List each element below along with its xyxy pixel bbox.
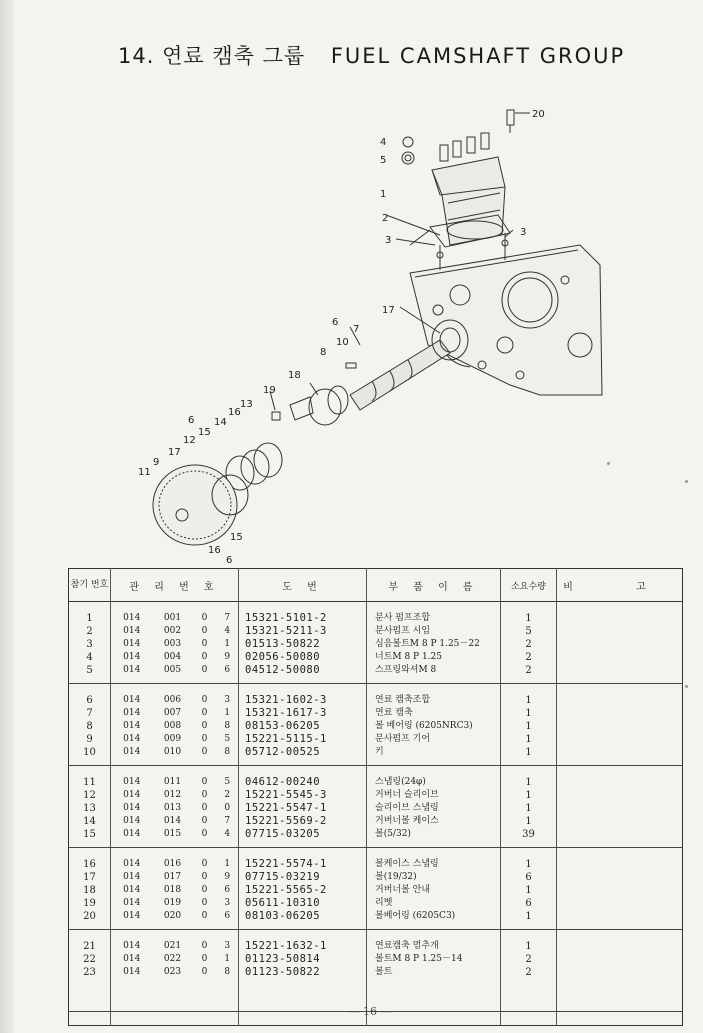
ref-no: 22	[69, 953, 111, 966]
mgmt-sub: 0	[201, 898, 208, 908]
drawing-no: 05611-10310	[239, 897, 367, 910]
mgmt-check: 7	[217, 815, 239, 828]
part-name: 키	[367, 746, 501, 759]
remarks	[557, 694, 683, 707]
mgmt-sub: 0	[201, 885, 208, 895]
table-row	[69, 664, 683, 677]
binder-edge	[0, 0, 14, 1033]
remarks	[557, 871, 683, 884]
mgmt-sub: 0	[201, 721, 208, 731]
remarks	[557, 612, 683, 625]
mgmt-sub: 0	[201, 708, 208, 718]
quantity: 5	[501, 625, 557, 638]
mgmt-sub: 0	[201, 639, 208, 649]
exploded-diagram	[110, 95, 610, 565]
mgmt-seq: 022	[163, 954, 182, 964]
mgmt-seq: 009	[163, 734, 182, 744]
mgmt-seq: 008	[163, 721, 182, 731]
remarks	[557, 638, 683, 651]
mgmt-seq: 005	[163, 665, 182, 675]
part-name: 볼(19/32)	[367, 871, 501, 884]
callout-6-mid: 6	[188, 415, 195, 426]
mgmt-seq: 017	[163, 872, 182, 882]
ref-no: 4	[69, 651, 111, 664]
table-row	[69, 910, 683, 923]
part-name: 볼케이스 스냅링	[367, 858, 501, 871]
mgmt-prefix: 014	[123, 859, 141, 869]
quantity: 1	[501, 858, 557, 871]
mgmt-sub: 0	[201, 872, 208, 882]
callout-9: 9	[153, 457, 160, 468]
remarks	[557, 664, 683, 677]
mgmt-seq: 003	[163, 639, 182, 649]
drawing-no: 07715-03205	[239, 828, 367, 841]
ref-no: 16	[69, 858, 111, 871]
table-row	[69, 612, 683, 625]
remarks	[557, 802, 683, 815]
mgmt-sub: 0	[201, 967, 208, 977]
mgmt-seq: 014	[163, 816, 182, 826]
mgmt-prefix: 014	[123, 747, 141, 757]
mgmt-prefix: 014	[123, 829, 141, 839]
mgmt-seq: 015	[163, 829, 182, 839]
table-row	[69, 694, 683, 707]
callout-3-left: 3	[385, 235, 392, 246]
quantity: 2	[501, 651, 557, 664]
mgmt-seq: 020	[163, 911, 182, 921]
part-name: 볼 베어링 (6205NRC3)	[367, 720, 501, 733]
mgmt-check: 7	[217, 612, 239, 625]
quantity: 1	[501, 815, 557, 828]
drawing-no: 04612-00240	[239, 776, 367, 789]
mgmt-check: 9	[217, 871, 239, 884]
mgmt-prefix: 014	[123, 790, 141, 800]
drawing-no: 08103-06205	[239, 910, 367, 923]
mgmt-prefix: 014	[123, 639, 141, 649]
mgmt-sub: 0	[201, 652, 208, 662]
table-row	[69, 871, 683, 884]
quantity: 39	[501, 828, 557, 841]
mgmt-prefix: 014	[123, 967, 141, 977]
mgmt-sub: 0	[201, 777, 208, 787]
drawing-no: 15221-5545-3	[239, 789, 367, 802]
remarks	[557, 953, 683, 966]
mgmt-prefix: 014	[123, 652, 141, 662]
ref-no: 23	[69, 966, 111, 979]
mgmt-prefix: 014	[123, 708, 141, 718]
mgmt-seq: 018	[163, 885, 182, 895]
callout-17: 17	[168, 447, 181, 458]
drawing-no: 01123-50814	[239, 953, 367, 966]
ref-no: 3	[69, 638, 111, 651]
callout-3-right: 3	[520, 227, 527, 238]
drawing-no: 15221-5565-2	[239, 884, 367, 897]
mgmt-prefix: 014	[123, 872, 141, 882]
drawing-no: 15321-5101-2	[239, 612, 367, 625]
mgmt-check: 3	[217, 694, 239, 707]
part-name: 연료 캠축조합	[367, 694, 501, 707]
callout-1: 1	[380, 189, 387, 200]
mgmt-prefix: 014	[123, 803, 141, 813]
table-row	[69, 625, 683, 638]
table-row	[69, 638, 683, 651]
table-row	[69, 802, 683, 815]
ref-no: 1	[69, 612, 111, 625]
part-name: 분사펌프 시임	[367, 625, 501, 638]
part-name: 거버너 슬리이브	[367, 789, 501, 802]
mgmt-seq: 006	[163, 695, 182, 705]
drawing-no: 15221-5115-1	[239, 733, 367, 746]
mgmt-prefix: 014	[123, 695, 141, 705]
table-row	[69, 651, 683, 664]
mgmt-check: 9	[217, 651, 239, 664]
table-row	[69, 720, 683, 733]
ref-no: 11	[69, 776, 111, 789]
mgmt-seq: 016	[163, 859, 182, 869]
table-row	[69, 828, 683, 841]
mgmt-prefix: 014	[123, 613, 141, 623]
header-ref-no: 참기 번호	[69, 569, 111, 602]
remarks	[557, 815, 683, 828]
table-row	[69, 858, 683, 871]
mgmt-seq: 013	[163, 803, 182, 813]
header-remarks: 비 고	[557, 569, 683, 602]
drawing-no: 08153-06205	[239, 720, 367, 733]
parts-table-body	[69, 602, 683, 1026]
header-part-name: 부 품 이 름	[367, 569, 501, 602]
quantity: 1	[501, 746, 557, 759]
part-name: 볼(5/32)	[367, 828, 501, 841]
mgmt-check: 5	[217, 733, 239, 746]
mgmt-check: 1	[217, 953, 239, 966]
mgmt-check: 4	[217, 828, 239, 841]
ref-no: 19	[69, 897, 111, 910]
ref-no: 18	[69, 884, 111, 897]
callout-23: 20	[532, 109, 545, 120]
remarks	[557, 966, 683, 979]
mgmt-prefix: 014	[123, 954, 141, 964]
part-name: 리벳	[367, 897, 501, 910]
mgmt-seq: 012	[163, 790, 182, 800]
mgmt-seq: 010	[163, 747, 182, 757]
callout-7: 7	[353, 324, 360, 335]
callout-6-bottom: 6	[226, 555, 233, 565]
table-row	[69, 776, 683, 789]
quantity: 2	[501, 966, 557, 979]
remarks	[557, 625, 683, 638]
table-row	[69, 897, 683, 910]
callout-12: 12	[183, 435, 196, 446]
part-name: 연료 캠축	[367, 707, 501, 720]
mgmt-prefix: 014	[123, 721, 141, 731]
mgmt-seq: 001	[163, 613, 182, 623]
ref-no: 6	[69, 694, 111, 707]
mgmt-prefix: 014	[123, 941, 141, 951]
drawing-no: 15321-1602-3	[239, 694, 367, 707]
table-row	[69, 789, 683, 802]
remarks	[557, 651, 683, 664]
mgmt-seq: 019	[163, 898, 182, 908]
ref-no: 10	[69, 746, 111, 759]
mgmt-seq: 007	[163, 708, 182, 718]
mgmt-sub: 0	[201, 941, 208, 951]
quantity: 6	[501, 871, 557, 884]
mgmt-seq: 021	[163, 941, 182, 951]
mgmt-sub: 0	[201, 829, 208, 839]
quantity: 2	[501, 953, 557, 966]
ref-no: 5	[69, 664, 111, 677]
part-name: 연료캠축 멈추개	[367, 940, 501, 953]
part-name: 분사 펌프조합	[367, 612, 501, 625]
remarks	[557, 720, 683, 733]
callout-19: 16	[208, 545, 221, 556]
ref-no: 17	[69, 871, 111, 884]
mgmt-check: 5	[217, 776, 239, 789]
callout-20: 17	[382, 305, 395, 316]
mgmt-prefix: 014	[123, 911, 141, 921]
quantity: 1	[501, 720, 557, 733]
quantity: 1	[501, 884, 557, 897]
mgmt-check: 3	[217, 940, 239, 953]
ref-no: 12	[69, 789, 111, 802]
header-quantity: 소요수량	[501, 569, 557, 602]
mgmt-check: 6	[217, 910, 239, 923]
page-title	[118, 40, 638, 70]
mgmt-prefix: 014	[123, 665, 141, 675]
callout-15: 15	[198, 427, 211, 438]
title-korean: 14. 연료 캠축 그룹	[118, 44, 306, 68]
quantity: 1	[501, 940, 557, 953]
mgmt-sub: 0	[201, 859, 208, 869]
callout-6-top: 6	[332, 317, 339, 328]
callout-13: 13	[240, 399, 253, 410]
drawing-no: 07715-03219	[239, 871, 367, 884]
part-name: 스냅링(24φ)	[367, 776, 501, 789]
mgmt-check: 4	[217, 625, 239, 638]
mgmt-check: 8	[217, 966, 239, 979]
part-name: 거버너볼 케이스	[367, 815, 501, 828]
part-name: 볼트	[367, 966, 501, 979]
mgmt-seq: 004	[163, 652, 182, 662]
quantity: 1	[501, 910, 557, 923]
part-name: 볼베어링 (6205C3)	[367, 910, 501, 923]
remarks	[557, 940, 683, 953]
mgmt-check: 1	[217, 638, 239, 651]
mgmt-check: 8	[217, 720, 239, 733]
ref-no: 14	[69, 815, 111, 828]
callout-5: 5	[380, 155, 387, 166]
mgmt-sub: 0	[201, 695, 208, 705]
drawing-no: 15221-1632-1	[239, 940, 367, 953]
mgmt-check: 0	[217, 802, 239, 815]
ref-no: 21	[69, 940, 111, 953]
quantity: 1	[501, 707, 557, 720]
mgmt-sub: 0	[201, 665, 208, 675]
header-drawing-no: 도 번	[239, 569, 367, 602]
drawing-no: 05712-00525	[239, 746, 367, 759]
remarks	[557, 776, 683, 789]
mgmt-sub: 0	[201, 626, 208, 636]
remarks	[557, 789, 683, 802]
drawing-no: 15221-5574-1	[239, 858, 367, 871]
table-row	[69, 815, 683, 828]
quantity: 6	[501, 897, 557, 910]
ref-no: 7	[69, 707, 111, 720]
callout-4: 4	[380, 137, 387, 148]
quantity: 1	[501, 733, 557, 746]
mgmt-sub: 0	[201, 816, 208, 826]
parts-table	[68, 568, 683, 1026]
title-english: FUEL CAMSHAFT GROUP	[330, 44, 626, 68]
part-name: 심음볼트M 8 P 1.25－22	[367, 638, 501, 651]
mgmt-check: 2	[217, 789, 239, 802]
callout-2: 2	[382, 213, 389, 224]
mgmt-check: 8	[217, 746, 239, 759]
table-row	[69, 733, 683, 746]
part-name: 볼트M 8 P 1.25－14	[367, 953, 501, 966]
mgmt-check: 3	[217, 897, 239, 910]
mgmt-prefix: 014	[123, 816, 141, 826]
mgmt-sub: 0	[201, 911, 208, 921]
callout-11: 11	[138, 467, 151, 478]
drawing-no: 04512-50080	[239, 664, 367, 677]
table-row	[69, 884, 683, 897]
drawing-no: 02056-50080	[239, 651, 367, 664]
mgmt-prefix: 014	[123, 626, 141, 636]
part-name: 거버너볼 안내	[367, 884, 501, 897]
callout-10: 10	[336, 337, 349, 348]
table-row	[69, 953, 683, 966]
mgmt-prefix: 014	[123, 898, 141, 908]
header-management-no: 관 리 번 호	[111, 569, 239, 602]
table-row	[69, 746, 683, 759]
part-name: 스프링와셔M 8	[367, 664, 501, 677]
mgmt-sub: 0	[201, 734, 208, 744]
ref-no: 20	[69, 910, 111, 923]
remarks	[557, 897, 683, 910]
mgmt-sub: 0	[201, 747, 208, 757]
remarks	[557, 707, 683, 720]
table-row	[69, 940, 683, 953]
table-row	[69, 966, 683, 979]
remarks	[557, 828, 683, 841]
mgmt-prefix: 014	[123, 734, 141, 744]
mgmt-seq: 011	[163, 777, 182, 787]
ref-no: 13	[69, 802, 111, 815]
part-name: 슬리이브 스냅링	[367, 802, 501, 815]
drawing-no: 15221-5569-2	[239, 815, 367, 828]
remarks	[557, 746, 683, 759]
quantity: 2	[501, 638, 557, 651]
mgmt-seq: 002	[163, 626, 182, 636]
ref-no: 2	[69, 625, 111, 638]
drawing-no: 01123-50822	[239, 966, 367, 979]
mgmt-check: 6	[217, 664, 239, 677]
quantity: 1	[501, 789, 557, 802]
remarks	[557, 858, 683, 871]
callout-21: 18	[288, 370, 301, 381]
page-number: — 16 —	[348, 1005, 392, 1018]
remarks	[557, 733, 683, 746]
quantity: 1	[501, 802, 557, 815]
callout-22: 19	[263, 385, 276, 396]
table-row	[69, 707, 683, 720]
ref-no: 15	[69, 828, 111, 841]
mgmt-prefix: 014	[123, 777, 141, 787]
mgmt-sub: 0	[201, 790, 208, 800]
part-name: 너트M 8 P 1.25	[367, 651, 501, 664]
drawing-no: 15321-1617-3	[239, 707, 367, 720]
mgmt-check: 1	[217, 858, 239, 871]
drawing-no: 01513-50822	[239, 638, 367, 651]
callout-16: 16	[228, 407, 241, 418]
remarks	[557, 884, 683, 897]
ref-no: 9	[69, 733, 111, 746]
quantity: 1	[501, 776, 557, 789]
quantity: 1	[501, 694, 557, 707]
ref-no: 8	[69, 720, 111, 733]
mgmt-sub: 0	[201, 954, 208, 964]
mgmt-prefix: 014	[123, 885, 141, 895]
quantity: 1	[501, 612, 557, 625]
quantity: 2	[501, 664, 557, 677]
part-name: 분사펌프 기어	[367, 733, 501, 746]
mgmt-check: 1	[217, 707, 239, 720]
mgmt-sub: 0	[201, 803, 208, 813]
mgmt-sub: 0	[201, 613, 208, 623]
remarks	[557, 910, 683, 923]
drawing-no: 15221-5547-1	[239, 802, 367, 815]
callout-14: 14	[214, 417, 227, 428]
mgmt-seq: 023	[163, 967, 182, 977]
callout-8: 8	[320, 347, 327, 358]
drawing-no: 15321-5211-3	[239, 625, 367, 638]
callout-18: 15	[230, 532, 243, 543]
mgmt-check: 6	[217, 884, 239, 897]
